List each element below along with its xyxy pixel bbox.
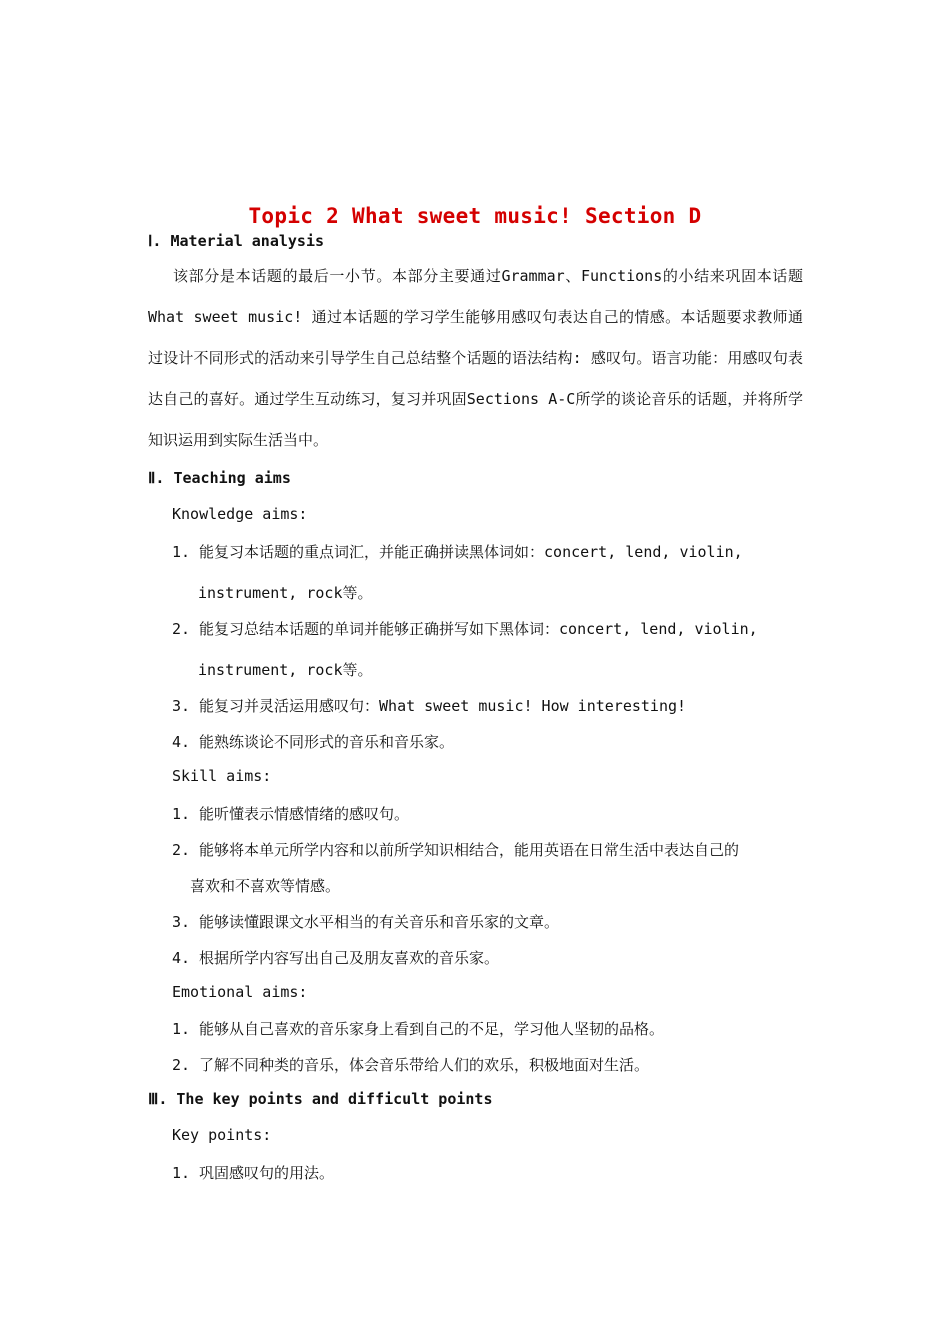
- key-points-label: Key points:: [172, 1126, 272, 1144]
- emotional-aim-item: [172, 1018, 664, 1039]
- item-number: 1.: [172, 1164, 191, 1182]
- item-number: 1.: [172, 543, 191, 561]
- knowledge-aim-item-continuation: instrument, rock等。: [198, 584, 373, 602]
- page-title: Topic 2 What sweet music! Section D: [248, 204, 702, 228]
- item-text: 能复习总结本话题的单词并能够正确拼写如下黑体词：concert, lend, violin,: [199, 620, 758, 638]
- item-number: 1.: [172, 805, 191, 823]
- item-text: 能熟练谈论不同形式的音乐和音乐家。: [199, 733, 455, 751]
- item-text: 能够读懂跟课文水平相当的有关音乐和音乐家的文章。: [199, 913, 560, 931]
- item-text: 巩固感叹句的用法。: [199, 1164, 335, 1182]
- item-text: 能听懂表示情感情绪的感叹句。: [199, 805, 410, 823]
- knowledge-aim-item: [172, 731, 454, 752]
- material-analysis-paragraph: 该部分是本话题的最后一小节。本部分主要通过Grammar、Functions的小结来巩固本话题What sweet music! 通过本话题的学习学生能够用感叹句表达自己的情感。本话题要求教师通过设计不同形式的活动来引导学生自己总结整个话题的语法结构: 感叹句。语言功能：用感叹句表达自己的喜好。通过学生互动练习，复习并巩固Sections A-C所学的谈论音乐的话题，并将所学知识运用到实际生活当中。: [148, 267, 803, 449]
- item-text: 能复习并灵活运用感叹句：What sweet music! How interesting!: [199, 697, 687, 715]
- section-heading-teaching-aims: Ⅱ. Teaching aims: [148, 469, 291, 487]
- item-number: 2.: [172, 1056, 191, 1074]
- item-text: 根据所学内容写出自己及朋友喜欢的音乐家。: [199, 949, 500, 967]
- item-text: 了解不同种类的音乐，体会音乐带给人们的欢乐，积极地面对生活。: [199, 1056, 650, 1074]
- emotional-aim-item: [172, 1054, 649, 1075]
- skill-aim-item: [172, 947, 499, 968]
- knowledge-aim-item: [172, 695, 686, 716]
- item-text: 能够从自己喜欢的音乐家身上看到自己的不足，学习他人坚韧的品格。: [199, 1020, 665, 1038]
- knowledge-aims-label: Knowledge aims:: [172, 505, 308, 523]
- emotional-aims-label: Emotional aims:: [172, 983, 308, 1001]
- item-number: 2.: [172, 620, 191, 638]
- section-heading-material-analysis: Ⅰ. Material analysis: [148, 232, 325, 250]
- item-number: 3.: [172, 697, 191, 715]
- skill-aim-item: [172, 911, 559, 932]
- item-number: 4.: [172, 949, 191, 967]
- item-number: 3.: [172, 913, 191, 931]
- item-number: 2.: [172, 841, 191, 859]
- knowledge-aim-item-continuation: instrument, rock等。: [198, 661, 373, 679]
- skill-aim-item: [172, 839, 739, 860]
- skill-aims-label: Skill aims:: [172, 767, 272, 785]
- key-point-item: [172, 1162, 334, 1183]
- item-text: 能复习本话题的重点词汇，并能正确拼读黑体词如：concert, lend, violin,: [199, 543, 743, 561]
- skill-aim-item: [172, 803, 409, 824]
- item-text: 能够将本单元所学内容和以前所学知识相结合，能用英语在日常生活中表达自己的: [199, 841, 740, 859]
- section-heading-key-points: Ⅲ. The key points and difficult points: [148, 1090, 493, 1108]
- knowledge-aim-item: [172, 541, 743, 562]
- knowledge-aim-item: [172, 618, 758, 639]
- item-number: 1.: [172, 1020, 191, 1038]
- skill-aim-item-continuation: 喜欢和不喜欢等情感。: [190, 877, 341, 895]
- item-number: 4.: [172, 733, 191, 751]
